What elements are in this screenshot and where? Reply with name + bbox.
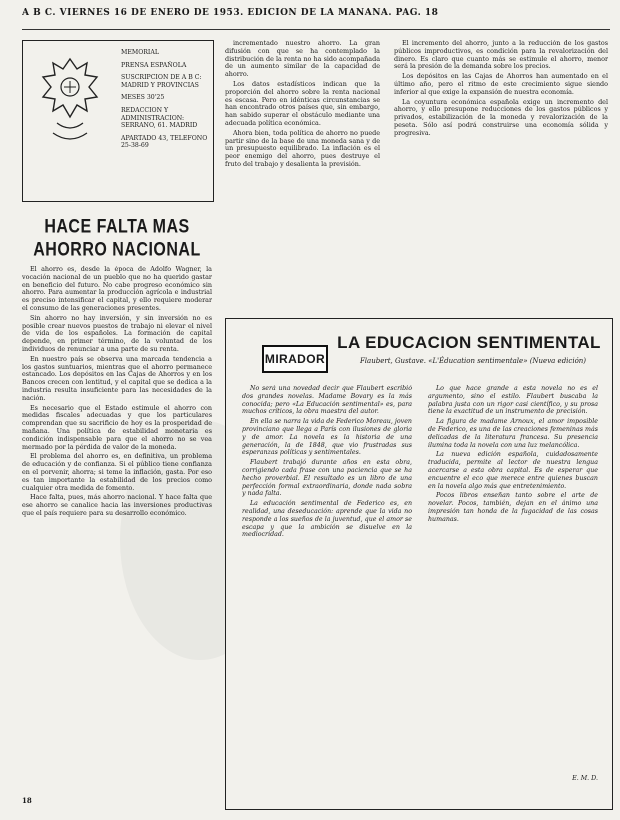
paragraph: Lo que hace grande a esta novela no es el argumento, sino el estilo. Flaubert buscaba la palabra justa con un rigor casi científico, y su prosa tiene la exactitud de un instrumento de precisión.: [428, 385, 598, 416]
right-column: [394, 40, 608, 330]
box-line-2: PRENSA ESPAÑOLA: [121, 61, 187, 69]
masthead-text: [121, 49, 209, 155]
feature-box: [225, 318, 613, 810]
paragraph: La nueva edición española, cuidadosamente traducida, permite al lector de nuestra lengua acercarse a esta obra capital. Es de esperar que encuentre el eco que merece entre quienes buscan en la novela algo más que entretenimiento.: [428, 451, 598, 490]
paragraph: Es necesario que el Estado estimule el ahorro con medidas fiscales adecuadas y que los particulares comprendan que su sacrificio de hoy es la prosperidad de mañana. Una política de estabilidad monetaria es condición indispensable para que el ahorro no se vea mermado por la pérdida de valor de la moneda.: [22, 403, 212, 451]
paragraph: La figura de madame Arnoux, el amor imposible de Federico, es una de las creaciones femeninas más delicadas de la literatura francesa. Su presencia ilumina toda la novela con una luz melancólica.: [428, 418, 598, 449]
paragraph: El ahorro es, desde la época de Adolfo Wagner, la vocación nacional de un pueblo que no ha querido gastar en beneficio del futuro. No cabe progreso económico sin ahorro. Para aumentar la producción agrícola e industrial es preciso intensificar el capital, y ello requiere moderar el consumo de las generaciones presentes.: [22, 266, 212, 312]
coat-of-arms-icon: [31, 53, 109, 153]
feature-subtitle: Flaubert, Gustave. «L'Éducation sentimentale» (Nueva edición): [359, 357, 587, 365]
paragraph: Flaubert trabajó durante años en esta obra, corrigiendo cada frase con una paciencia que se ha hecho proverbial. El resultado es un libro de una perfección formal extraordinaria, donde nada sobra y nada falta.: [242, 459, 412, 498]
section-badge: MIRADOR: [262, 345, 328, 373]
box-line-3: SUSCRIPCION DE A B C: MADRID Y PROVINCIAS: [121, 74, 202, 89]
box-line-5: REDACCION Y ADMINISTRACION: SERRANO, 61. MADRID: [121, 106, 198, 130]
box-line-1: MEMORIAL: [121, 49, 159, 56]
page-number: 18: [22, 796, 32, 805]
feature-column-left: [242, 385, 412, 775]
paragraph: El incremento del ahorro, junto a la reducción de los gastos públicos improductivos, es condición para la revalorización del dinero. Es claro que cuanto más se estimule el ahorro, menor será la presión de la demanda sobre los precios.: [394, 40, 608, 71]
paragraph: La coyuntura económica española exige un incremento del ahorro, y ello presupone reducciones de los gastos públicos y privados, estabilización de la moneda y revalorización de la peseta. Sólo así podrá construirse una economía sólida y progresiva.: [394, 97, 608, 137]
paragraph: Pocos libros enseñan tanto sobre el arte de novelar. Pocos, también, dejan en el ánimo una impresión tan honda de la fugacidad de las cosas humanas.: [428, 492, 598, 523]
paragraph: En ella se narra la vida de Federico Moreau, joven provinciano que llega a París con ilusiones de gloria y de amor. La novela es la historia de una generación, la de 1848, que vio frustradas sus esperanzas políticas y sentimentales.: [242, 418, 412, 457]
middle-column: [225, 40, 380, 330]
box-line-6: APARTADO 43, TELEFONO 25-38-69: [121, 134, 208, 150]
paragraph: Los datos estadísticos indican que la proporción del ahorro sobre la renta nacional es escasa. Pero en idénticas circunstancias se han encontrado otros países que, sin embargo, han sabido superar el obstáculo mediante una adecuada política económica.: [225, 79, 380, 127]
author-signoff: E. M. D.: [572, 775, 598, 782]
header-rule: [22, 29, 610, 30]
paragraph: El problema del ahorro es, en definitiva, un problema de educación y de confianza. Si el público tiene confianza en el porvenir, ahorra; si teme la inflación, gasta. Por eso es tan importante la estabilidad de los precios como cualquier otra medida de fomento.: [22, 452, 212, 492]
article-headline: HACE FALTA MAS AHORRO NACIONAL: [33, 217, 201, 261]
paragraph: En nuestro país se observa una marcada tendencia a los gastos suntuarios, mientras que el ahorro permanece estancado. Los depósitos en las Cajas de Ahorros y en los Bancos crecen con lentitud, y el capital que se dedica a la industria resulta insuficiente para las necesidades de la nación.: [22, 354, 212, 402]
emblem-area: [31, 53, 109, 185]
page-header: [22, 8, 610, 30]
article-body: [22, 266, 212, 766]
feature-column-right: [428, 385, 598, 775]
paragraph: Sin ahorro no hay inversión, y sin inversión no es posible crear nuevos puestos de trabajo ni elevar el nivel de vida de los españoles. La formación de capital depende, en primer término, de la voluntad de los individuos de renunciar a una parte de su renta.: [22, 313, 212, 353]
feature-headline: LA EDUCACION SENTIMENTAL: [337, 333, 601, 352]
masthead-box: [22, 40, 214, 202]
paragraph: Los depósitos en las Cajas de Ahorros han aumentado en el último año, pero el ritmo de este crecimiento sigue siendo inferior al que exige la expansión de nuestra economía.: [394, 72, 608, 96]
paragraph: Ahora bien, toda política de ahorro no puede partir sino de la base de una moneda sana y de un presupuesto equilibrado. La inflación es el peor enemigo del ahorro, pues destruye el fruto del trabajo y desalienta la previsión.: [225, 128, 380, 168]
paragraph: incrementado nuestro ahorro. La gran difusión con que se ha contemplado la distribución de la renta no ha sido acompañada de un aumento similar de la capacidad de ahorro.: [225, 40, 380, 79]
paragraph: La educación sentimental de Federico es, en realidad, una deseducación: aprende que la vida no responde a los sueños de la juventud, que el amor se escapa y que la ambición se disuelve en la mediocridad.: [242, 500, 412, 539]
box-line-4: MESES 30'25: [121, 94, 165, 102]
header-text: A B C. VIERNES 16 DE ENERO DE 1953. EDICION DE LA MAÑANA. PAG. 18: [22, 8, 439, 18]
paragraph: No será una novedad decir que Flaubert escribió dos grandes novelas. Madame Bovary es la más conocida; pero «La Educación sentimental» es, para muchos críticos, la obra maestra del autor.: [242, 385, 412, 416]
paragraph: Hace falta, pues, más ahorro nacional. Y hace falta que ese ahorro se canalice hacia las inversiones productivas que el país requiere para su desarrollo económico.: [22, 493, 212, 517]
